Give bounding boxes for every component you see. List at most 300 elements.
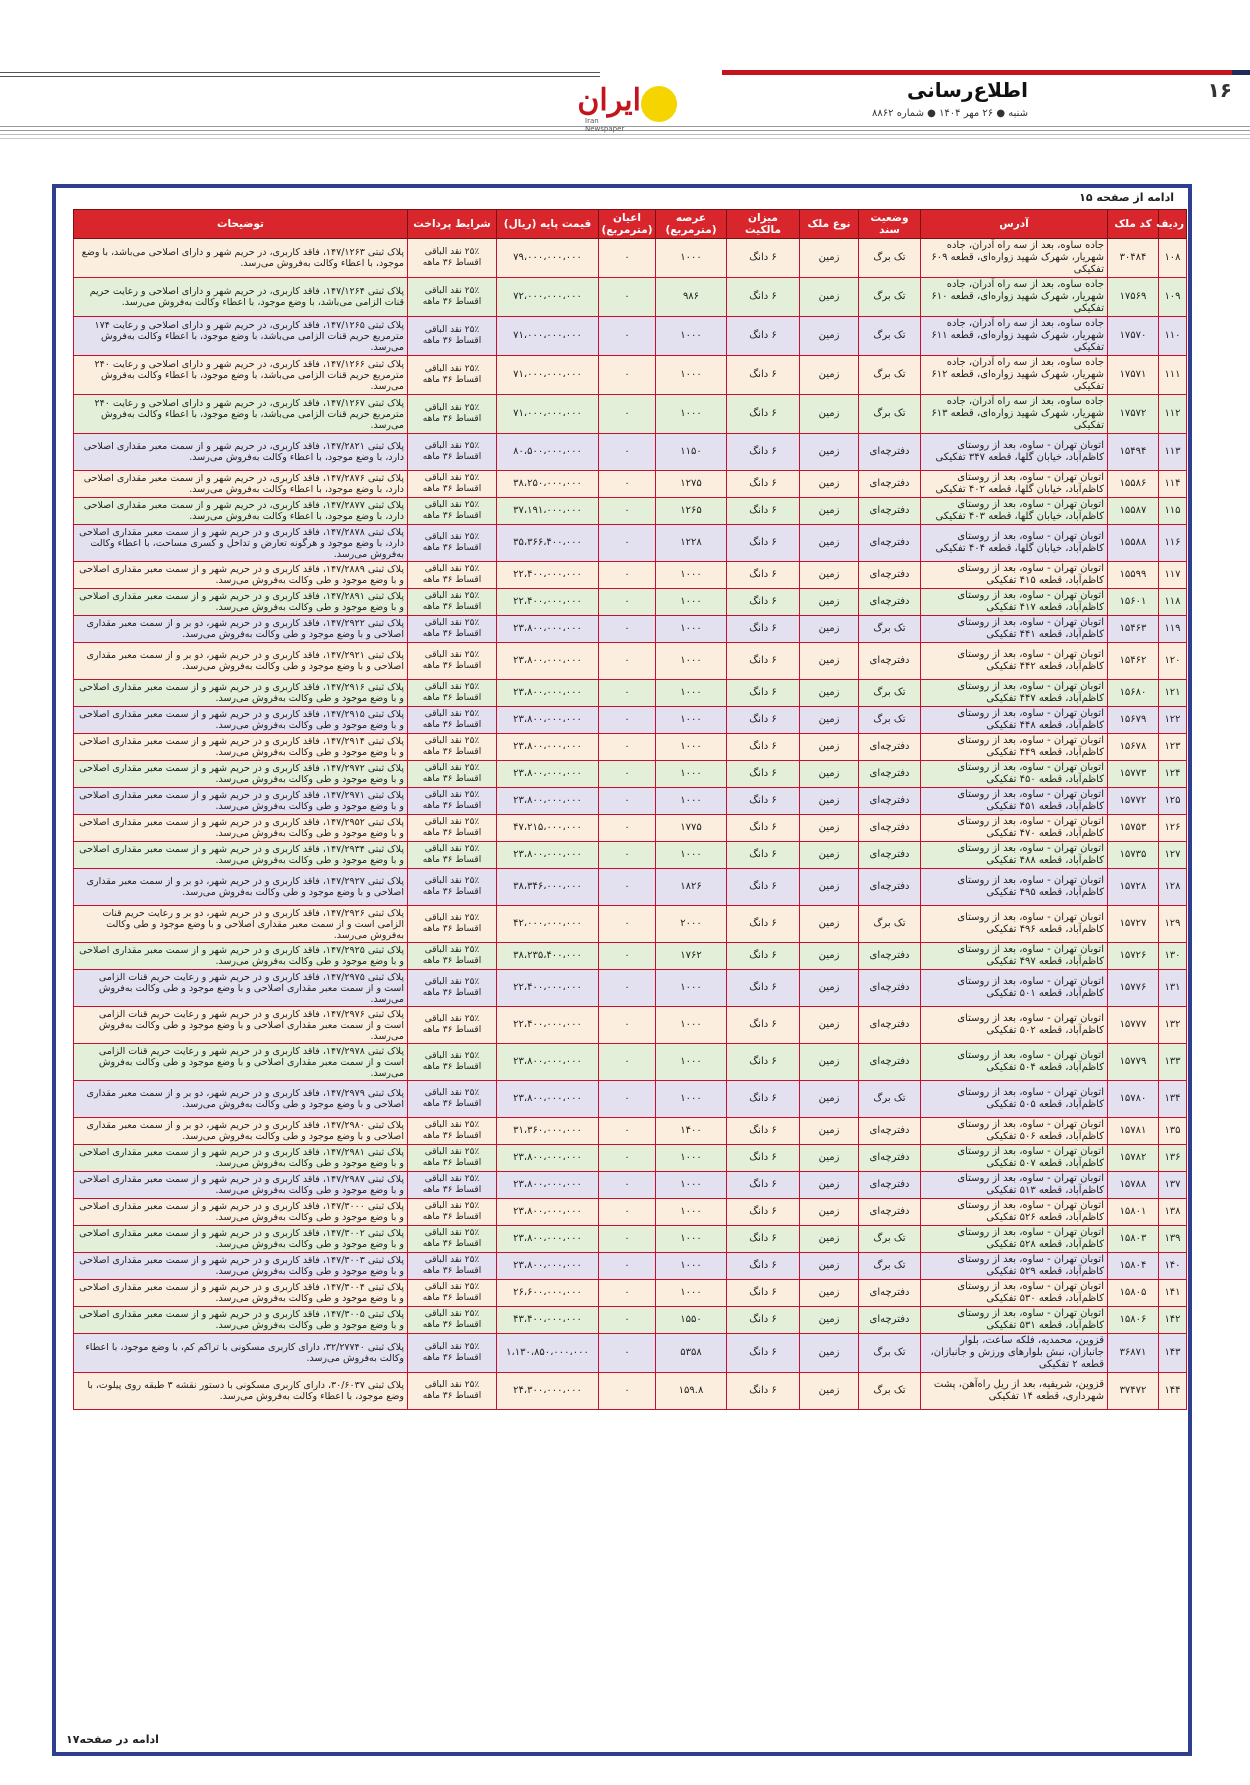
cell-addr: اتوبان تهران - ساوه، بعد از روستای کاظم‌آباد، قطعه ۴۹۷ تفکیکی [921, 943, 1108, 970]
table-row [74, 707, 1187, 734]
header-rule [0, 76, 600, 77]
cell-bldg: ۰ [599, 1044, 656, 1081]
cell-desc: پلاک ثبتی ۱۴۷/۲۹۲۵، فاقد کاربری و در حریم شهر و از سمت معبر مقداری اصلاحی و با وضع موجود و طی وکالت به‌فروش می‌رسد. [74, 943, 408, 970]
cell-type: زمین [800, 1145, 859, 1172]
table-row [74, 395, 1187, 434]
cell-bldg: ۰ [599, 815, 656, 842]
cell-bldg: ۰ [599, 471, 656, 498]
section-accent-bar [1232, 70, 1250, 75]
cell-bldg: ۰ [599, 1373, 656, 1410]
cell-area: ۱۰۰۰ [656, 1007, 727, 1044]
cell-share: ۶ دانگ [727, 788, 800, 815]
cell-code: ۱۵۶۰۱ [1108, 589, 1159, 616]
cell-share: ۶ دانگ [727, 761, 800, 788]
cell-n: ۱۱۲ [1159, 395, 1187, 434]
cell-doc: تک برگ [859, 395, 921, 434]
cell-n: ۱۲۷ [1159, 842, 1187, 869]
column-header: عرصه (مترمربع) [656, 210, 727, 239]
cell-code: ۱۵۷۷۶ [1108, 970, 1159, 1007]
cell-pay: ۲۵٪ نقد الباقی اقساط ۳۶ ماهه [408, 1081, 497, 1118]
cell-n: ۱۲۴ [1159, 761, 1187, 788]
cell-price: ۱،۱۳۰،۸۵۰،۰۰۰،۰۰۰ [497, 1334, 599, 1373]
cell-desc: پلاک ثبتی ۱۴۷/۲۸۷۸، فاقد کاربری و در حریم شهر و از سمت معبر مقداری اصلاحی دارد، با وضع موجود و هرگونه تعارض و تداخل و کسری مساحت، با اعطاء وکالت به‌فروش می‌رسد. [74, 525, 408, 562]
cell-addr: قزوین، محمدیه، فلکه ساعت، بلوار جانبازان، نبش بلوارهای ورزش و جانبازان، قطعه ۲ تفکیکی [921, 1334, 1108, 1373]
cell-pay: ۲۵٪ نقد الباقی اقساط ۳۶ ماهه [408, 761, 497, 788]
cell-addr: اتوبان تهران - ساوه، بعد از روستای کاظم‌آباد، قطعه ۵۰۴ تفکیکی [921, 1044, 1108, 1081]
cell-addr: اتوبان تهران - ساوه، بعد از روستای کاظم‌آباد، قطعه ۵۰۱ تفکیکی [921, 970, 1108, 1007]
cell-n: ۱۳۹ [1159, 1226, 1187, 1253]
table-row [74, 1253, 1187, 1280]
cell-share: ۶ دانگ [727, 589, 800, 616]
cell-doc: دفترچه‌ای [859, 1007, 921, 1044]
cell-bldg: ۰ [599, 788, 656, 815]
cell-n: ۱۱۹ [1159, 616, 1187, 643]
cell-desc: پلاک ثبتی ۱۴۷/۲۸۹۱، فاقد کاربری و در حریم شهر و از سمت معبر مقداری اصلاحی و با وضع موجود و طی وکالت به‌فروش می‌رسد. [74, 589, 408, 616]
cell-area: ۱۸۲۶ [656, 869, 727, 906]
cell-desc: پلاک ثبتی ۱۴۷/۲۹۲۲، فاقد کاربری و در حریم شهر، دو بر و از سمت معبر مقداری اصلاحی و با وضع موجود و طی وکالت به‌فروش می‌رسد. [74, 616, 408, 643]
cell-price: ۲۳،۸۰۰،۰۰۰،۰۰۰ [497, 1044, 599, 1081]
cell-n: ۱۳۸ [1159, 1199, 1187, 1226]
continued-from: ادامه از صفحه ۱۵ [1079, 191, 1174, 204]
cell-area: ۱۵۵۰ [656, 1307, 727, 1334]
cell-area: ۱۴۰۰ [656, 1118, 727, 1145]
cell-pay: ۲۵٪ نقد الباقی اقساط ۳۶ ماهه [408, 525, 497, 562]
cell-addr: قزوین، شریفیه، بعد از ریل راه‌آهن، پشت شهرداری، قطعه ۱۴ تفکیکی [921, 1373, 1108, 1410]
cell-desc: پلاک ثبتی ۱۴۷/۲۹۷۲، فاقد کاربری و در حریم شهر و از سمت معبر مقداری اصلاحی و با وضع موجود و طی وکالت به‌فروش می‌رسد. [74, 761, 408, 788]
cell-share: ۶ دانگ [727, 1334, 800, 1373]
cell-desc: پلاک ثبتی ۱۴۷/۳۰۰۵، فاقد کاربری و در حریم شهر و از سمت معبر مقداری اصلاحی و با وضع موجود و طی وکالت به‌فروش می‌رسد. [74, 1307, 408, 1334]
section-title: اطلاع‌رسانی [907, 78, 1028, 102]
table-row [74, 815, 1187, 842]
cell-bldg: ۰ [599, 562, 656, 589]
cell-share: ۶ دانگ [727, 970, 800, 1007]
cell-bldg: ۰ [599, 842, 656, 869]
cell-code: ۱۷۵۷۰ [1108, 317, 1159, 356]
cell-n: ۱۳۰ [1159, 943, 1187, 970]
cell-addr: اتوبان تهران - ساوه، بعد از روستای کاظم‌آباد، قطعه ۵۳۱ تفکیکی [921, 1307, 1108, 1334]
cell-doc: دفترچه‌ای [859, 815, 921, 842]
cell-price: ۴۲،۰۰۰،۰۰۰،۰۰۰ [497, 906, 599, 943]
cell-bldg: ۰ [599, 356, 656, 395]
column-header: ردیف [1159, 210, 1187, 239]
cell-n: ۱۴۰ [1159, 1253, 1187, 1280]
cell-desc: پلاک ثبتی ۱۴۷/۲۸۲۱، فاقد کاربری، در حریم شهر و از سمت معبر مقداری اصلاحی دارد، با وضع موجود، با اعطاء وکالت به‌فروش می‌رسد. [74, 434, 408, 471]
table-row [74, 1307, 1187, 1334]
table-row [74, 1373, 1187, 1410]
cell-desc: پلاک ثبتی ۱۴۷/۲۸۷۷، فاقد کاربری، در حریم شهر و از سمت معبر مقداری اصلاحی دارد، با وضع موجود، با اعطاء وکالت به‌فروش می‌رسد. [74, 498, 408, 525]
table-row [74, 434, 1187, 471]
cell-code: ۱۵۷۳۵ [1108, 842, 1159, 869]
logo-subtitle: Iran Newspaper [585, 117, 625, 133]
sun-icon [641, 86, 677, 122]
cell-addr: اتوبان تهران - ساوه، بعد از روستای کاظم‌آباد، قطعه ۵۱۳ تفکیکی [921, 1172, 1108, 1199]
cell-code: ۱۵۵۸۷ [1108, 498, 1159, 525]
cell-area: ۱۰۰۰ [656, 788, 727, 815]
cell-type: زمین [800, 562, 859, 589]
logo-text: ایران [577, 83, 641, 118]
cell-price: ۲۳،۸۰۰،۰۰۰،۰۰۰ [497, 1199, 599, 1226]
cell-desc: پلاک ثبتی ۳۲/۲۷۷۴۰، دارای کاربری مسکونی با تراکم کم، با وضع موجود، با اعطاء وکالت به‌فروش می‌رسد. [74, 1334, 408, 1373]
cell-n: ۱۲۰ [1159, 643, 1187, 680]
cell-type: زمین [800, 707, 859, 734]
cell-type: زمین [800, 1044, 859, 1081]
cell-type: زمین [800, 1280, 859, 1307]
column-header: کد ملک [1108, 210, 1159, 239]
cell-price: ۲۳،۸۰۰،۰۰۰،۰۰۰ [497, 1172, 599, 1199]
cell-pay: ۲۵٪ نقد الباقی اقساط ۳۶ ماهه [408, 239, 497, 278]
cell-share: ۶ دانگ [727, 842, 800, 869]
cell-bldg: ۰ [599, 643, 656, 680]
cell-code: ۱۵۸۰۱ [1108, 1199, 1159, 1226]
cell-addr: اتوبان تهران - ساوه، بعد از روستای کاظم‌آباد، قطعه ۵۳۰ تفکیکی [921, 1280, 1108, 1307]
cell-area: ۱۱۵۰ [656, 434, 727, 471]
cell-share: ۶ دانگ [727, 434, 800, 471]
cell-type: زمین [800, 869, 859, 906]
cell-area: ۱۰۰۰ [656, 842, 727, 869]
cell-area: ۵۳۵۸ [656, 1334, 727, 1373]
column-header: وضعیت سند [859, 210, 921, 239]
cell-n: ۱۲۸ [1159, 869, 1187, 906]
cell-share: ۶ دانگ [727, 815, 800, 842]
cell-bldg: ۰ [599, 616, 656, 643]
cell-share: ۶ دانگ [727, 1145, 800, 1172]
cell-addr: اتوبان تهران - ساوه، بعد از روستای کاظم‌آباد، قطعه ۴۷۰ تفکیکی [921, 815, 1108, 842]
cell-pay: ۲۵٪ نقد الباقی اقساط ۳۶ ماهه [408, 970, 497, 1007]
cell-addr: اتوبان تهران - ساوه، بعد از روستای کاظم‌آباد، قطعه ۴۱۷ تفکیکی [921, 589, 1108, 616]
cell-desc: پلاک ثبتی ۱۴۷/۲۹۸۷، فاقد کاربری و در حریم شهر و از سمت معبر مقداری اصلاحی و با وضع موجود و طی وکالت به‌فروش می‌رسد. [74, 1172, 408, 1199]
dateline: شنبه ● ۲۶ مهر ۱۴۰۴ ● شماره ۸۸۶۲ [872, 108, 1028, 119]
cell-pay: ۲۵٪ نقد الباقی اقساط ۳۶ ماهه [408, 1253, 497, 1280]
cell-n: ۱۱۶ [1159, 525, 1187, 562]
cell-price: ۲۳،۸۰۰،۰۰۰،۰۰۰ [497, 1145, 599, 1172]
cell-addr: اتوبان تهران - ساوه، بعد از روستای کاظم‌آباد، قطعه ۵۲۸ تفکیکی [921, 1226, 1108, 1253]
cell-desc: پلاک ثبتی ۱۴۷/۲۹۲۷، فاقد کاربری و در حریم شهر، دو بر و از سمت معبر مقداری اصلاحی و با وضع موجود و طی وکالت به‌فروش می‌رسد. [74, 869, 408, 906]
cell-n: ۱۱۷ [1159, 562, 1187, 589]
cell-area: ۱۲۷۵ [656, 471, 727, 498]
cell-share: ۶ دانگ [727, 1118, 800, 1145]
cell-n: ۱۲۹ [1159, 906, 1187, 943]
cell-price: ۳۱،۳۶۰،۰۰۰،۰۰۰ [497, 1118, 599, 1145]
table-row [74, 734, 1187, 761]
cell-code: ۱۵۷۲۶ [1108, 943, 1159, 970]
cell-bldg: ۰ [599, 869, 656, 906]
cell-code: ۱۵۶۸۰ [1108, 680, 1159, 707]
cell-bldg: ۰ [599, 525, 656, 562]
cell-desc: پلاک ثبتی ۱۴۷/۱۲۶۷، فاقد کاربری، در حریم شهر و دارای اصلاحی و رعایت ۲۴۰ مترمربع حریم قنات الزامی می‌باشد، با وضع موجود، با اعطاء وکالت به‌فروش می‌رسد. [74, 395, 408, 434]
column-header: میزان مالکیت [727, 210, 800, 239]
cell-price: ۴۳،۴۰۰،۰۰۰،۰۰۰ [497, 1307, 599, 1334]
cell-desc: پلاک ثبتی ۱۴۷/۲۹۲۱، فاقد کاربری و در حریم شهر، دو بر و از سمت معبر مقداری اصلاحی و با وضع موجود و طی وکالت به‌فروش می‌رسد. [74, 643, 408, 680]
cell-desc: پلاک ثبتی ۱۴۷/۱۲۶۴، فاقد کاربری، در حریم شهر و دارای اصلاحی و رعایت حریم قنات الزامی می‌باشد، با وضع موجود، با اعطاء وکالت به‌فروش می‌رسد. [74, 278, 408, 317]
cell-area: ۱۰۰۰ [656, 1280, 727, 1307]
cell-type: زمین [800, 1172, 859, 1199]
cell-price: ۲۳،۸۰۰،۰۰۰،۰۰۰ [497, 761, 599, 788]
cell-area: ۱۰۰۰ [656, 317, 727, 356]
table-row [74, 788, 1187, 815]
cell-n: ۱۳۴ [1159, 1081, 1187, 1118]
cell-n: ۱۴۲ [1159, 1307, 1187, 1334]
cell-bldg: ۰ [599, 239, 656, 278]
cell-share: ۶ دانگ [727, 525, 800, 562]
table-row [74, 1172, 1187, 1199]
cell-desc: پلاک ثبتی ۱۴۷/۲۹۱۶، فاقد کاربری و در حریم شهر و از سمت معبر مقداری اصلاحی و با وضع موجود و طی وکالت به‌فروش می‌رسد. [74, 680, 408, 707]
cell-share: ۶ دانگ [727, 239, 800, 278]
table-row [74, 1081, 1187, 1118]
listing-frame [52, 184, 1192, 1756]
cell-addr: اتوبان تهران - ساوه، بعد از روستای کاظم‌آباد، قطعه ۴۱۵ تفکیکی [921, 562, 1108, 589]
cell-share: ۶ دانگ [727, 317, 800, 356]
cell-area: ۱۰۰۰ [656, 589, 727, 616]
cell-desc: پلاک ثبتی ۱۴۷/۲۸۷۶، فاقد کاربری، در حریم شهر و از سمت معبر مقداری اصلاحی دارد، با وضع موجود، با اعطاء وکالت به‌فروش می‌رسد. [74, 471, 408, 498]
header-rule [0, 138, 1250, 139]
cell-type: زمین [800, 589, 859, 616]
cell-area: ۱۷۶۲ [656, 943, 727, 970]
cell-share: ۶ دانگ [727, 395, 800, 434]
cell-pay: ۲۵٪ نقد الباقی اقساط ۳۶ ماهه [408, 643, 497, 680]
cell-code: ۱۵۷۸۸ [1108, 1172, 1159, 1199]
cell-desc: پلاک ثبتی ۱۴۷/۲۹۷۶، فاقد کاربری و در حریم شهر و رعایت حریم قنات الزامی است و از سمت معبر مقداری اصلاحی و با وضع موجود و طی وکالت به‌فروش می‌رسد. [74, 1007, 408, 1044]
cell-area: ۱۲۲۸ [656, 525, 727, 562]
cell-share: ۶ دانگ [727, 1253, 800, 1280]
cell-area: ۱۰۰۰ [656, 1226, 727, 1253]
cell-doc: تک برگ [859, 278, 921, 317]
cell-pay: ۲۵٪ نقد الباقی اقساط ۳۶ ماهه [408, 616, 497, 643]
cell-type: زمین [800, 1007, 859, 1044]
table-row [74, 1226, 1187, 1253]
cell-price: ۲۲،۴۰۰،۰۰۰،۰۰۰ [497, 562, 599, 589]
cell-n: ۱۳۶ [1159, 1145, 1187, 1172]
cell-addr: اتوبان تهران - ساوه، بعد از روستای کاظم‌آباد، قطعه ۴۸۸ تفکیکی [921, 842, 1108, 869]
cell-type: زمین [800, 1226, 859, 1253]
cell-bldg: ۰ [599, 761, 656, 788]
cell-price: ۲۳،۸۰۰،۰۰۰،۰۰۰ [497, 1226, 599, 1253]
section-accent-bar [722, 70, 1232, 75]
cell-pay: ۲۵٪ نقد الباقی اقساط ۳۶ ماهه [408, 498, 497, 525]
cell-area: ۱۰۰۰ [656, 643, 727, 680]
cell-type: زمین [800, 761, 859, 788]
cell-doc: دفترچه‌ای [859, 643, 921, 680]
cell-addr: اتوبان تهران - ساوه، بعد از روستای کاظم‌آباد، قطعه ۴۹۵ تفکیکی [921, 869, 1108, 906]
cell-doc: دفترچه‌ای [859, 1044, 921, 1081]
cell-code: ۱۵۶۷۸ [1108, 734, 1159, 761]
cell-bldg: ۰ [599, 317, 656, 356]
table-row [74, 1007, 1187, 1044]
cell-n: ۱۴۱ [1159, 1280, 1187, 1307]
cell-pay: ۲۵٪ نقد الباقی اقساط ۳۶ ماهه [408, 278, 497, 317]
cell-bldg: ۰ [599, 1199, 656, 1226]
cell-area: ۱۵۹.۸ [656, 1373, 727, 1410]
table-row [74, 761, 1187, 788]
cell-code: ۱۵۸۰۴ [1108, 1253, 1159, 1280]
cell-bldg: ۰ [599, 943, 656, 970]
cell-price: ۷۱،۰۰۰،۰۰۰،۰۰۰ [497, 395, 599, 434]
cell-code: ۱۵۷۷۲ [1108, 788, 1159, 815]
header-rule [0, 134, 1250, 135]
cell-pay: ۲۵٪ نقد الباقی اقساط ۳۶ ماهه [408, 1172, 497, 1199]
cell-price: ۲۶،۶۰۰،۰۰۰،۰۰۰ [497, 1280, 599, 1307]
cell-pay: ۲۵٪ نقد الباقی اقساط ۳۶ ماهه [408, 788, 497, 815]
cell-addr: جاده ساوه، بعد از سه راه آدران، جاده شهریار، شهرک شهید زواره‌ای، قطعه ۶۱۳ تفکیکی [921, 395, 1108, 434]
cell-doc: دفترچه‌ای [859, 943, 921, 970]
cell-type: زمین [800, 906, 859, 943]
cell-price: ۲۳،۸۰۰،۰۰۰،۰۰۰ [497, 1253, 599, 1280]
header-rule [0, 72, 600, 73]
cell-type: زمین [800, 525, 859, 562]
cell-bldg: ۰ [599, 498, 656, 525]
cell-doc: دفترچه‌ای [859, 471, 921, 498]
cell-pay: ۲۵٪ نقد الباقی اقساط ۳۶ ماهه [408, 734, 497, 761]
cell-code: ۱۷۵۶۹ [1108, 278, 1159, 317]
cell-type: زمین [800, 842, 859, 869]
table-row [74, 906, 1187, 943]
cell-addr: اتوبان تهران - ساوه، بعد از روستای کاظم‌آباد، خیابان گلها، قطعه ۴۰۲ تفکیکی [921, 471, 1108, 498]
cell-share: ۶ دانگ [727, 562, 800, 589]
cell-area: ۱۰۰۰ [656, 562, 727, 589]
cell-addr: اتوبان تهران - ساوه، بعد از روستای کاظم‌آباد، خیابان گلها، قطعه ۴۰۳ تفکیکی [921, 498, 1108, 525]
cell-addr: اتوبان تهران - ساوه، بعد از روستای کاظم‌آباد، قطعه ۴۴۸ تفکیکی [921, 707, 1108, 734]
cell-share: ۶ دانگ [727, 1307, 800, 1334]
cell-n: ۱۱۳ [1159, 434, 1187, 471]
cell-code: ۱۵۸۰۳ [1108, 1226, 1159, 1253]
page-number: ۱۶ [1207, 78, 1232, 102]
cell-share: ۶ دانگ [727, 278, 800, 317]
column-header: توضیحات [74, 210, 408, 239]
cell-share: ۶ دانگ [727, 734, 800, 761]
cell-code: ۱۵۵۸۶ [1108, 471, 1159, 498]
table-row [74, 317, 1187, 356]
cell-pay: ۲۵٪ نقد الباقی اقساط ۳۶ ماهه [408, 1373, 497, 1410]
cell-pay: ۲۵٪ نقد الباقی اقساط ۳۶ ماهه [408, 1226, 497, 1253]
cell-doc: تک برگ [859, 356, 921, 395]
table-row [74, 356, 1187, 395]
cell-type: زمین [800, 734, 859, 761]
cell-share: ۶ دانگ [727, 616, 800, 643]
cell-area: ۱۰۰۰ [656, 395, 727, 434]
cell-share: ۶ دانگ [727, 1373, 800, 1410]
cell-bldg: ۰ [599, 1081, 656, 1118]
cell-code: ۱۵۴۹۴ [1108, 434, 1159, 471]
cell-share: ۶ دانگ [727, 1172, 800, 1199]
cell-share: ۶ دانگ [727, 356, 800, 395]
cell-area: ۱۰۰۰ [656, 970, 727, 1007]
cell-share: ۶ دانگ [727, 1044, 800, 1081]
cell-type: زمین [800, 1118, 859, 1145]
table-row [74, 1280, 1187, 1307]
cell-doc: دفترچه‌ای [859, 869, 921, 906]
cell-price: ۲۳،۸۰۰،۰۰۰،۰۰۰ [497, 707, 599, 734]
cell-n: ۱۳۱ [1159, 970, 1187, 1007]
cell-n: ۱۳۷ [1159, 1172, 1187, 1199]
cell-code: ۱۵۷۷۳ [1108, 761, 1159, 788]
cell-code: ۱۵۸۰۶ [1108, 1307, 1159, 1334]
cell-desc: پلاک ثبتی ۱۴۷/۳۰۰۲، فاقد کاربری و در حریم شهر و از سمت معبر مقداری اصلاحی و با وضع موجود و طی وکالت به‌فروش می‌رسد. [74, 1226, 408, 1253]
cell-share: ۶ دانگ [727, 498, 800, 525]
cell-doc: تک برگ [859, 1334, 921, 1373]
cell-type: زمین [800, 1373, 859, 1410]
cell-type: زمین [800, 815, 859, 842]
cell-pay: ۲۵٪ نقد الباقی اقساط ۳۶ ماهه [408, 1280, 497, 1307]
cell-bldg: ۰ [599, 278, 656, 317]
cell-desc: پلاک ثبتی ۱۴۷/۱۲۶۵، فاقد کاربری، در حریم شهر و دارای اصلاحی و رعایت ۱۷۴ مترمربع حریم قنات الزامی می‌باشد، با وضع موجود، با اعطاء وکالت به‌فروش می‌رسد. [74, 317, 408, 356]
cell-area: ۱۰۰۰ [656, 239, 727, 278]
column-header: قیمت پایه (ریال) [497, 210, 599, 239]
cell-doc: دفترچه‌ای [859, 1199, 921, 1226]
cell-addr: اتوبان تهران - ساوه، بعد از روستای کاظم‌آباد، خیابان گلها، قطعه ۴۰۴ تفکیکی [921, 525, 1108, 562]
cell-area: ۱۰۰۰ [656, 616, 727, 643]
table-row [74, 525, 1187, 562]
cell-desc: پلاک ثبتی ۱۴۷/۲۹۷۱، فاقد کاربری و در حریم شهر و از سمت معبر مقداری اصلاحی و با وضع موجود و طی وکالت به‌فروش می‌رسد. [74, 788, 408, 815]
cell-n: ۱۳۲ [1159, 1007, 1187, 1044]
cell-n: ۱۱۰ [1159, 317, 1187, 356]
cell-area: ۱۰۰۰ [656, 356, 727, 395]
cell-price: ۲۳،۸۰۰،۰۰۰،۰۰۰ [497, 1081, 599, 1118]
cell-code: ۱۵۷۲۸ [1108, 869, 1159, 906]
cell-doc: تک برگ [859, 1081, 921, 1118]
cell-code: ۱۵۵۸۸ [1108, 525, 1159, 562]
cell-addr: اتوبان تهران - ساوه، بعد از روستای کاظم‌آباد، قطعه ۴۴۷ تفکیکی [921, 680, 1108, 707]
cell-doc: دفترچه‌ای [859, 734, 921, 761]
cell-area: ۱۰۰۰ [656, 734, 727, 761]
cell-doc: دفترچه‌ای [859, 1172, 921, 1199]
cell-price: ۸۰،۵۰۰،۰۰۰،۰۰۰ [497, 434, 599, 471]
cell-pay: ۲۵٪ نقد الباقی اقساط ۳۶ ماهه [408, 471, 497, 498]
cell-code: ۱۵۷۵۳ [1108, 815, 1159, 842]
column-header: نوع ملک [800, 210, 859, 239]
cell-bldg: ۰ [599, 1145, 656, 1172]
newspaper-logo[interactable] [577, 83, 677, 133]
cell-n: ۱۴۴ [1159, 1373, 1187, 1410]
cell-doc: دفترچه‌ای [859, 1145, 921, 1172]
cell-doc: تک برگ [859, 616, 921, 643]
cell-pay: ۲۵٪ نقد الباقی اقساط ۳۶ ماهه [408, 1307, 497, 1334]
cell-price: ۷۲،۰۰۰،۰۰۰،۰۰۰ [497, 278, 599, 317]
cell-bldg: ۰ [599, 395, 656, 434]
cell-area: ۱۰۰۰ [656, 1199, 727, 1226]
cell-n: ۱۰۸ [1159, 239, 1187, 278]
table-row [74, 643, 1187, 680]
cell-area: ۱۰۰۰ [656, 1081, 727, 1118]
cell-bldg: ۰ [599, 734, 656, 761]
cell-doc: دفترچه‌ای [859, 434, 921, 471]
cell-type: زمین [800, 317, 859, 356]
cell-price: ۷۱،۰۰۰،۰۰۰،۰۰۰ [497, 356, 599, 395]
cell-bldg: ۰ [599, 707, 656, 734]
cell-desc: پلاک ثبتی ۱۴۷/۲۹۱۵، فاقد کاربری و در حریم شهر و از سمت معبر مقداری اصلاحی و با وضع موجود و طی وکالت به‌فروش می‌رسد. [74, 707, 408, 734]
cell-n: ۱۱۵ [1159, 498, 1187, 525]
cell-price: ۲۴،۳۰۰،۰۰۰،۰۰۰ [497, 1373, 599, 1410]
cell-bldg: ۰ [599, 1253, 656, 1280]
cell-type: زمین [800, 278, 859, 317]
cell-pay: ۲۵٪ نقد الباقی اقساط ۳۶ ماهه [408, 317, 497, 356]
cell-type: زمین [800, 1307, 859, 1334]
cell-pay: ۲۵٪ نقد الباقی اقساط ۳۶ ماهه [408, 1118, 497, 1145]
cell-desc: پلاک ثبتی ۱۴۷/۲۹۵۲، فاقد کاربری و در حریم شهر و از سمت معبر مقداری اصلاحی و با وضع موجود و طی وکالت به‌فروش می‌رسد. [74, 815, 408, 842]
cell-addr: اتوبان تهران - ساوه، بعد از روستای کاظم‌آباد، قطعه ۵۰۶ تفکیکی [921, 1118, 1108, 1145]
cell-type: زمین [800, 498, 859, 525]
cell-price: ۳۷،۱۹۱،۰۰۰،۰۰۰ [497, 498, 599, 525]
cell-price: ۳۸،۲۵۰،۰۰۰،۰۰۰ [497, 471, 599, 498]
cell-pay: ۲۵٪ نقد الباقی اقساط ۳۶ ماهه [408, 1044, 497, 1081]
cell-desc: پلاک ثبتی ۱۴۷/۲۸۸۹، فاقد کاربری و در حریم شهر و از سمت معبر مقداری اصلاحی و با وضع موجود و طی وکالت به‌فروش می‌رسد. [74, 562, 408, 589]
cell-bldg: ۰ [599, 1334, 656, 1373]
cell-price: ۳۵،۳۶۶،۴۰۰،۰۰۰ [497, 525, 599, 562]
cell-price: ۷۱،۰۰۰،۰۰۰،۰۰۰ [497, 317, 599, 356]
cell-bldg: ۰ [599, 906, 656, 943]
cell-code: ۱۷۵۷۱ [1108, 356, 1159, 395]
cell-pay: ۲۵٪ نقد الباقی اقساط ۳۶ ماهه [408, 842, 497, 869]
cell-share: ۶ دانگ [727, 707, 800, 734]
cell-price: ۲۳،۸۰۰،۰۰۰،۰۰۰ [497, 788, 599, 815]
